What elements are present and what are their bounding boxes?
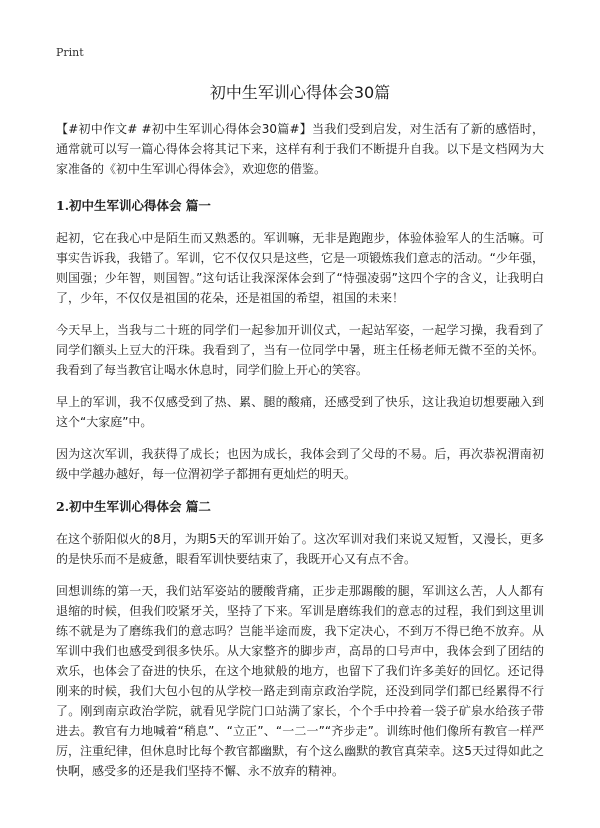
print-link[interactable]: Print — [56, 46, 84, 59]
paragraph: 起初，它在我心中是陌生而又熟悉的。军训嘛，无非是跑跑步，体验体验军人的生活嘛。可事实告诉我，我错了。军训，它不仅仅只是这些，它是一项锻炼我们意志的活动。“少年强，则国强；少年智，则国智。”这句话让我深深体会到了“恃强凌弱”这四个字的含义，让我明白了，少年，不仅仅是祖国的花朵，还是祖国的希望，祖国的未来！ — [56, 231, 544, 305]
paragraph: 早上的军训，我不仅感受到了热、累、腿的酸痛，还感受到了快乐，这让我迫切想要融入到这个“大家庭”中。 — [56, 395, 544, 429]
section-2 — [56, 496, 544, 781]
paragraph: 回想训练的第一天，我们站军姿站的腰酸背痛，正步走那踢酸的腿，军训这么苦，人人都有退缩的时候，但我们咬紧牙关，坚持了下来。军训是磨练我们的意志的过程，我们到这里训练不就是为了磨练我们的意志吗？岂能半途而废，我下定决心，不到万不得已绝不放弃。从军训中我们也感受到很多快乐。从大家整齐的脚步声，高昂的口号声中，我体会到了团结的欢乐，也体会了奋进的快乐，在这个地狱般的地方，也留下了我们许多美好的回忆。还记得刚来的时候，我们大包小包的从学校一路走到南京政治学院，还没到同学们都已经累得不行了。刚到南京政治学院，就看见学院门口站满了家长，个个手中拎着一袋子矿泉水给孩子带进去。教官有力地喊着“稍息”、“立正”、“一二一”“齐步走”。训练时他们像所有教官一样严厉，注重纪律，但休息时比每个教官都幽默，有个这么幽默的教官真荣幸。这5天过得如此之快啊，感受多的还是我们坚持不懈、永不放弃的精神。 — [56, 584, 544, 778]
page-title: 初中生军训心得体会30篇 — [209, 83, 391, 102]
section-heading: 1.初中生军训心得体会 篇一 — [56, 198, 211, 213]
intro-paragraph: 【#初中作文# #初中生军训心得体会30篇#】当我们受到启发，对生活有了新的感悟时，通常就可以写一篇心得体会将其记下来，这样有利于我们不断提升自我。以下是文档网为大家准备的《初中生军训心得体会》，欢迎您的借鉴。 — [56, 122, 544, 176]
section-1 — [56, 195, 544, 484]
section-heading: 2.初中生军训心得体会 篇二 — [56, 499, 211, 514]
paragraph: 今天早上，当我与二十班的同学们一起参加开训仪式，一起站军姿，一起学习操，我看到了同学们额头上豆大的汗珠。我看到了，当有一位同学中暑，班主任杨老师无微不至的关怀。我看到了每当教官让喝水休息时，同学们脸上开心的笑容。 — [56, 323, 544, 377]
article-body — [56, 119, 544, 793]
paragraph: 在这个骄阳似火的8月，为期5天的军训开始了。这次军训对我们来说又短暂，又漫长，更多的是快乐而不是疲惫，眼看军训快要结束了，我既开心又有点不舍。 — [56, 532, 544, 566]
paragraph: 因为这次军训，我获得了成长；也因为成长，我体会到了父母的不易。后，再次恭祝渭南初级中学越办越好，每一位渭初学子都拥有更灿烂的明天。 — [56, 447, 544, 481]
